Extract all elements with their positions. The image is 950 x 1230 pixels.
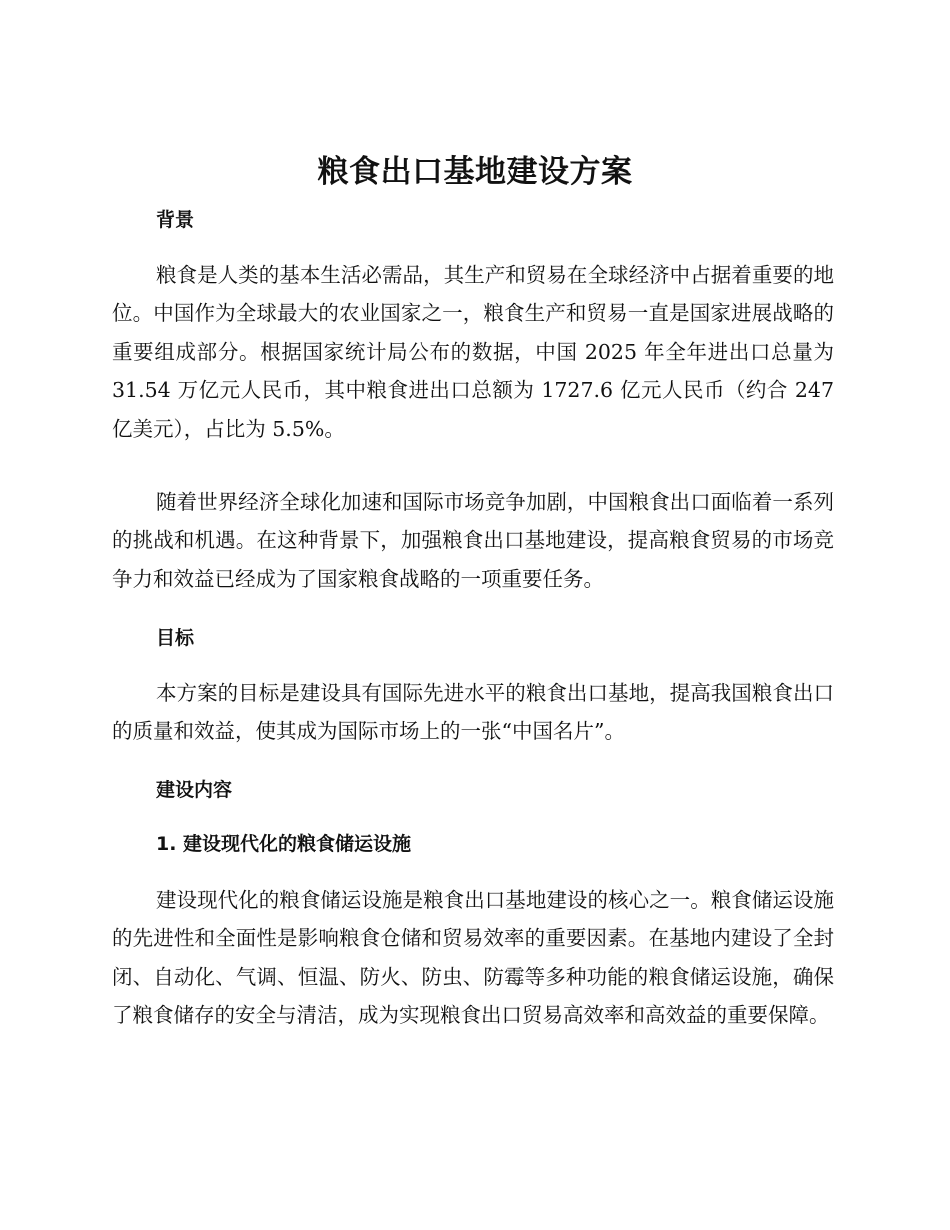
section-heading-background: 背景 [156, 209, 195, 231]
document-title: 粮食出口基地建设方案 [317, 154, 633, 190]
paragraph-background-1: 粮食是人类的基本生活必需品，其生产和贸易在全球经济中占据着重要的地位。中国作为全球最大的农业国家之一，粮食生产和贸易一直是国家进展战略的重要组成部分。根据国家统计局公布的数据，中国 2025 年全年进出口总量为 31.54 万亿元人民币，其中粮食进出口总额为 1727.6 亿元人民币（约合 247 亿美元），占比为 5.5%。 [112, 263, 834, 441]
paragraph-background-2: 随着世界经济全球化加速和国际市场竞争加剧，中国粮食出口面临着一系列的挑战和机遇。在这种背景下，加强粮食出口基地建设，提高粮食贸易的市场竞争力和效益已经成为了国家粮食战略的一项重要任务。 [112, 490, 834, 591]
section-heading-goal: 目标 [156, 627, 195, 649]
paragraph-goal: 本方案的目标是建设具有国际先进水平的粮食出口基地，提高我国粮食出口的质量和效益，使其成为国际市场上的一张“中国名片”。 [112, 681, 834, 744]
section-heading-construction: 建设内容 [156, 779, 233, 801]
subsection-heading-storage: 1. 建设现代化的粮食储运设施 [156, 833, 412, 855]
paragraph-storage: 建设现代化的粮食储运设施是粮食出口基地建设的核心之一。粮食储运设施的先进性和全面性是影响粮食仓储和贸易效率的重要因素。在基地内建设了全封闭、自动化、气调、恒温、防火、防虫、防霉等多种功能的粮食储运设施，确保了粮食储存的安全与清洁，成为实现粮食出口贸易高效率和高效益的重要保障。 [112, 888, 834, 1028]
